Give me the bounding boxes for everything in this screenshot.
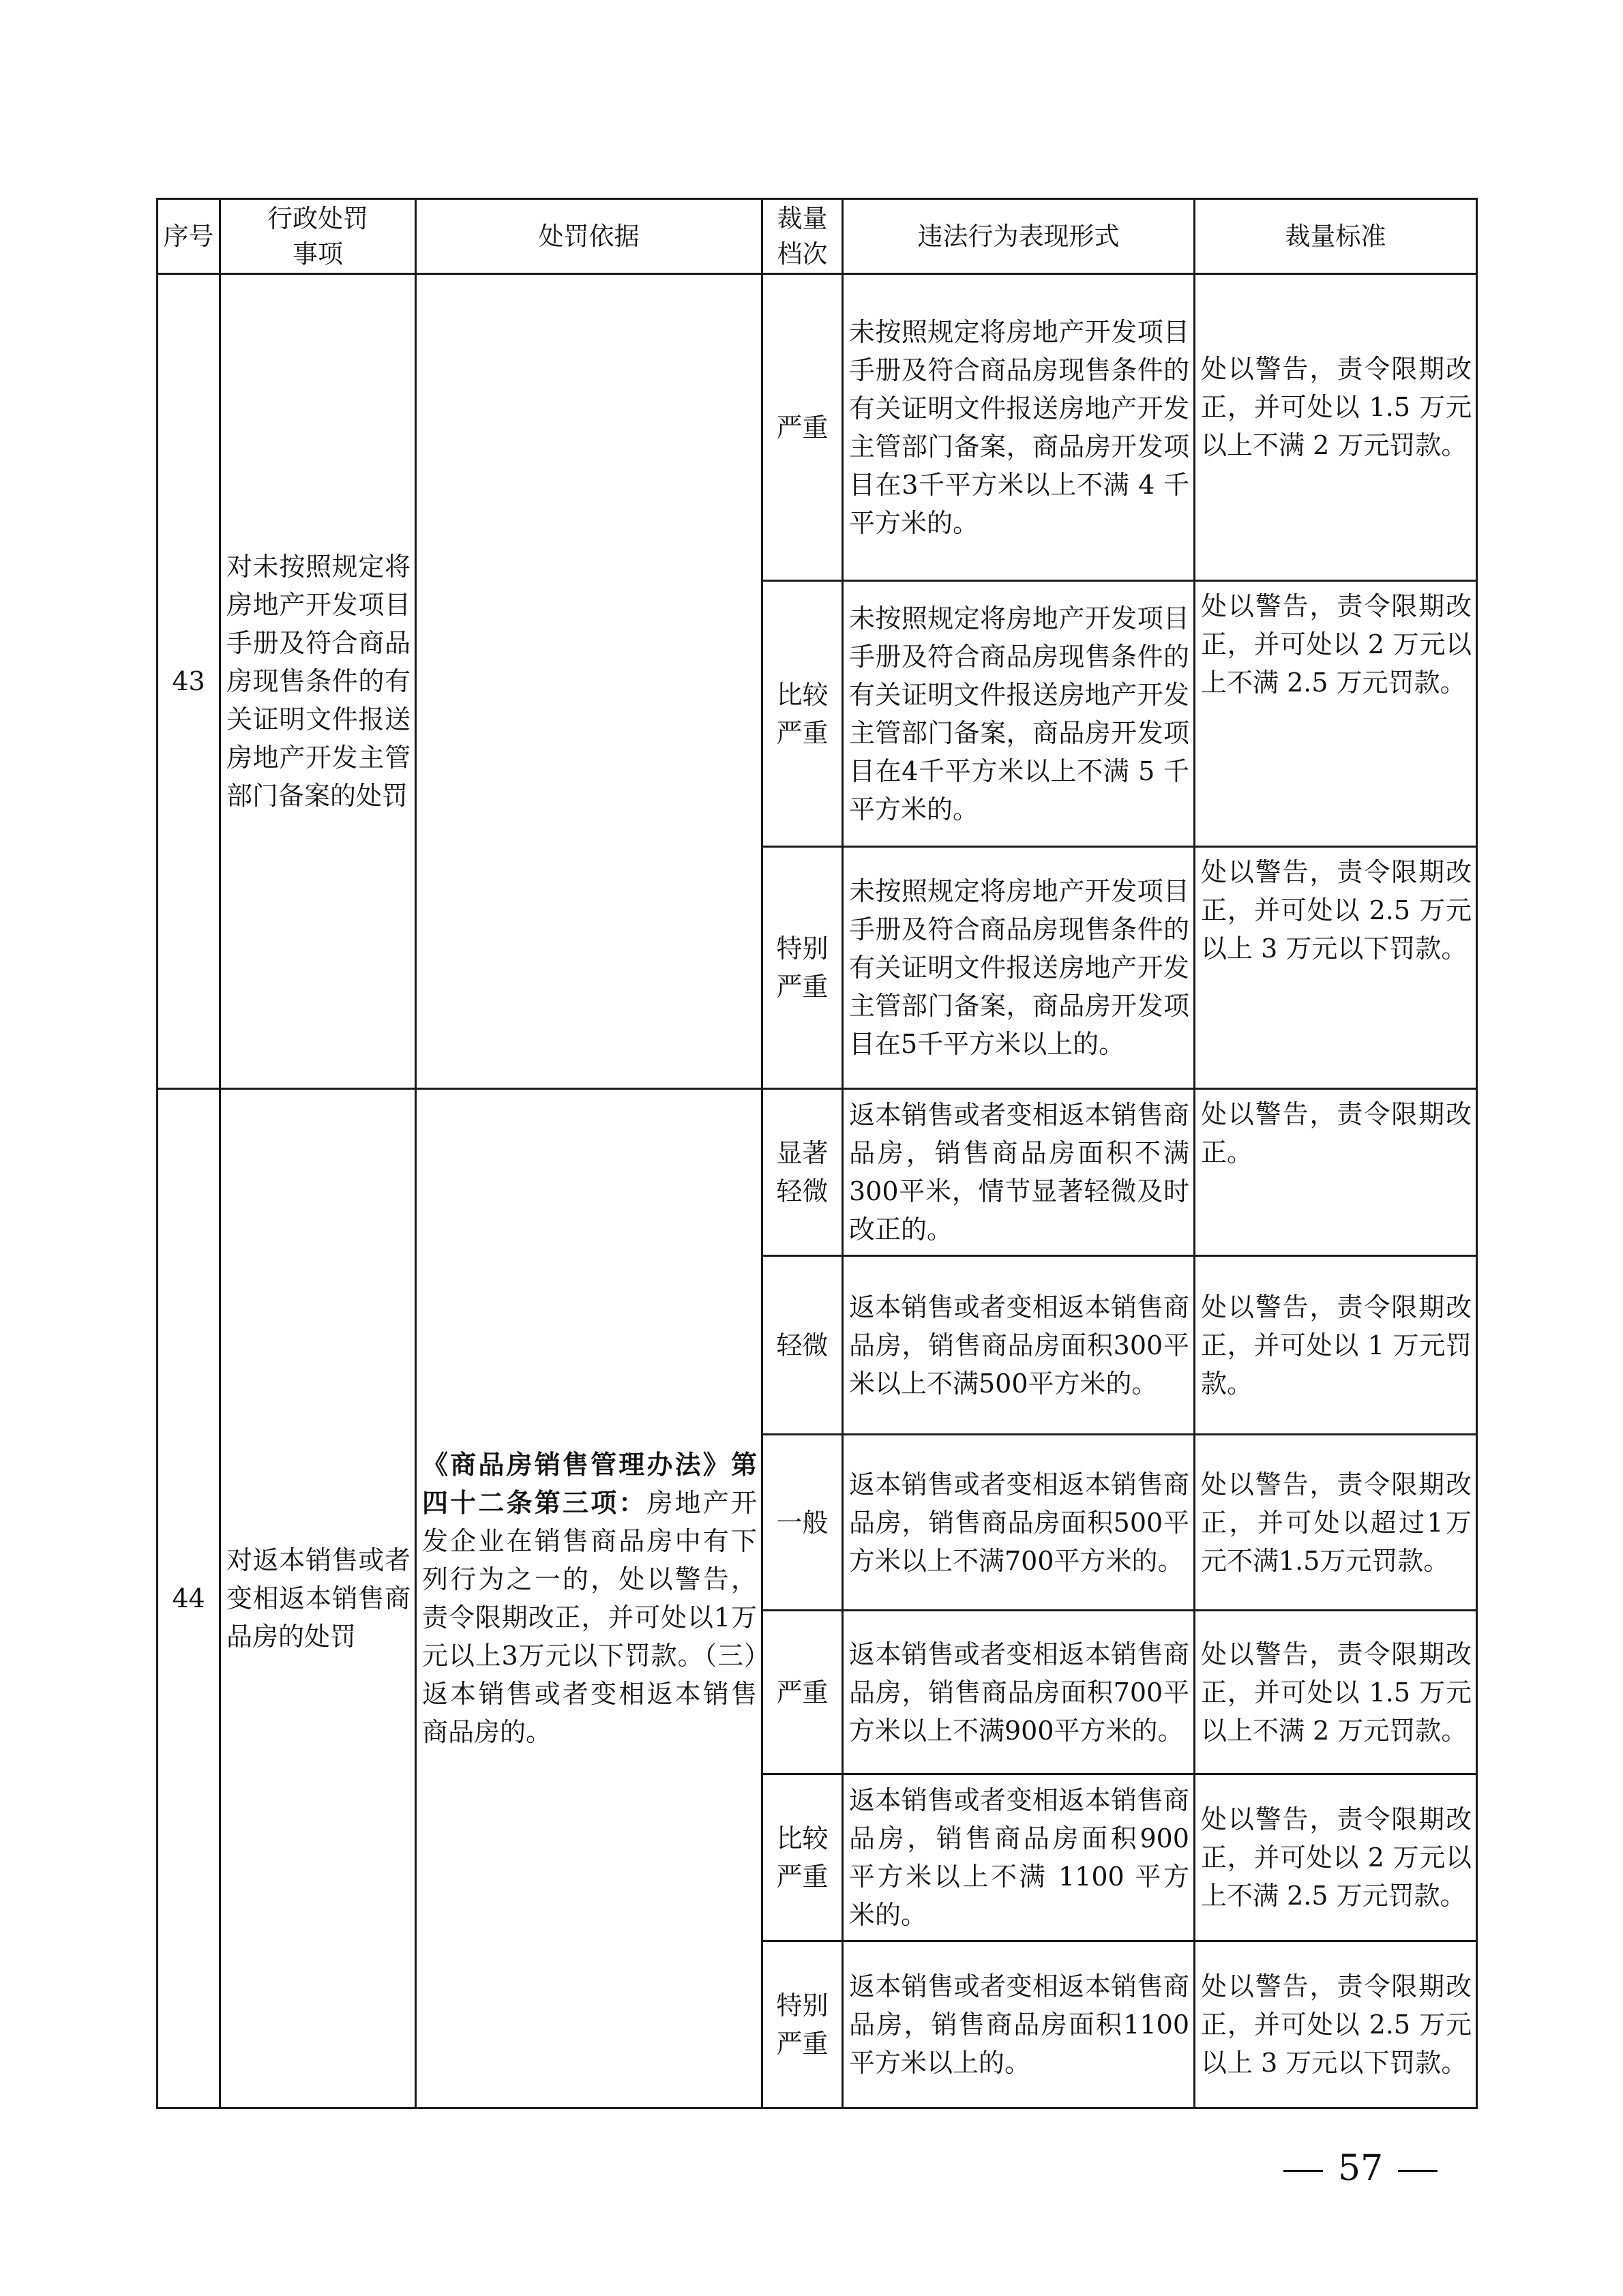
violation-form-cell: 返本销售或者变相返本销售商品房，销售商品房面积1100平方米以上的。 [843,1941,1195,2108]
penalty-item-cell: 对返本销售或者变相返本销售商品房的处罚 [220,1089,416,2108]
page-footer [1268,2148,1453,2189]
basis-body: 房地产开发企业在销售商品房中有下列行为之一的，处以警告，责令限期改正，并可处以1万元以上3万元以下罚款。（三）返本销售或者变相返本销售商品房的。 [422,1488,757,1747]
table-row [158,1089,1477,1256]
header-penalty-item-line2: 事项 [293,239,343,269]
violation-form-cell: 未按照规定将房地产开发项目手册及符合商品房现售条件的有关证明文件报送房地产开发主管部门备案，商品房开发项目在3千平方米以上不满 4 千平方米的。 [843,274,1195,581]
level-line1: 特别 [776,1991,829,2021]
level-line1: 轻微 [776,1330,829,1360]
violation-form-cell: 返本销售或者变相返本销售商品房，销售商品房面积900 平方米以上不满 1100 平方米的。 [843,1774,1195,1941]
standard-cell: 处以警告，责令限期改正，并可处以 2 万元以上不满 2.5 万元罚款。 [1195,1774,1477,1941]
header-discretion-standard: 裁量标准 [1195,199,1477,274]
standard-cell: 处以警告，责令限期改正，并可处以 2.5 万元以上 3 万元以下罚款。 [1195,1941,1477,2108]
header-penalty-item-line1: 行政处罚 [267,203,368,233]
basis-title: 《商品房销售管理办法》第四十二条第三项： [422,1449,757,1518]
level-line2: 严重 [776,717,829,748]
footer-dash-left [1283,2170,1323,2172]
penalty-basis-cell [416,1089,762,2108]
penalty-basis-cell [416,274,762,1089]
violation-form-cell: 未按照规定将房地产开发项目手册及符合商品房现售条件的有关证明文件报送房地产开发主管部门备案，商品房开发项目在4千平方米以上不满 5 千平方米的。 [843,581,1195,847]
level-cell [762,581,843,847]
level-cell [762,1941,843,2108]
table-row [158,274,1477,581]
penalty-item-cell: 对未按照规定将房地产开发项目手册及符合商品房现售条件的有关证明文件报送房地产开发主管部门备案的处罚 [220,274,416,1089]
penalty-table [156,198,1478,2109]
header-serial-no: 序号 [158,199,220,274]
header-discretion-level [762,199,843,274]
violation-form-cell: 返本销售或者变相返本销售商品房，销售商品房面积300平米以上不满500平方米的。 [843,1256,1195,1435]
standard-cell: 处以警告，责令限期改正，并可处以 2 万元以上不满 2.5 万元罚款。 [1195,581,1477,847]
header-penalty-basis: 处罚依据 [416,199,762,274]
standard-cell: 处以警告，责令限期改正，并可处以 1.5 万元以上不满 2 万元罚款。 [1195,1611,1477,1774]
header-discretion-level-line1: 裁量 [777,203,828,233]
level-line1: 一般 [776,1507,829,1538]
level-cell [762,1611,843,1774]
level-cell [762,1435,843,1611]
violation-form-cell: 返本销售或者变相返本销售商品房，销售商品房面积700平方米以上不满900平方米的。 [843,1611,1195,1774]
footer-dash-right [1398,2170,1438,2172]
level-line1: 比较 [776,679,829,710]
level-line2: 轻微 [776,1176,829,1206]
standard-cell: 处以警告，责令限期改正。 [1195,1089,1477,1256]
level-cell [762,847,843,1089]
standard-cell: 处以警告，责令限期改正，并可处以超过1万元不满1.5万元罚款。 [1195,1435,1477,1611]
level-line2: 严重 [776,1862,829,1892]
violation-form-cell: 返本销售或者变相返本销售商品房，销售商品房面积不满300平米，情节显著轻微及时改正的。 [843,1089,1195,1256]
serial-no-cell: 44 [158,1089,220,2108]
header-penalty-item [220,199,416,274]
level-line1: 显著 [776,1138,829,1168]
table-header-row [158,199,1477,274]
page-number: 57 [1338,2148,1384,2189]
level-line2: 严重 [776,972,829,1002]
level-line1: 特别 [776,934,829,964]
level-line1: 严重 [776,1677,829,1708]
level-cell [762,274,843,581]
level-line1: 严重 [776,412,829,443]
standard-cell: 处以警告，责令限期改正，并可处以 1.5 万元以上不满 2 万元罚款。 [1195,274,1477,581]
standard-cell: 处以警告，责令限期改正，并可处以 1 万元罚款。 [1195,1256,1477,1435]
header-violation-form: 违法行为表现形式 [843,199,1195,274]
level-cell [762,1256,843,1435]
level-line2: 严重 [776,2029,829,2059]
level-cell [762,1089,843,1256]
level-line1: 比较 [776,1823,829,1853]
header-discretion-level-line2: 档次 [777,239,828,269]
serial-no-cell: 43 [158,274,220,1089]
level-cell [762,1774,843,1941]
violation-form-cell: 未按照规定将房地产开发项目手册及符合商品房现售条件的有关证明文件报送房地产开发主管部门备案，商品房开发项目在5千平方米以上的。 [843,847,1195,1089]
violation-form-cell: 返本销售或者变相返本销售商品房，销售商品房面积500平方米以上不满700平方米的。 [843,1435,1195,1611]
standard-cell: 处以警告，责令限期改正，并可处以 2.5 万元以上 3 万元以下罚款。 [1195,847,1477,1089]
